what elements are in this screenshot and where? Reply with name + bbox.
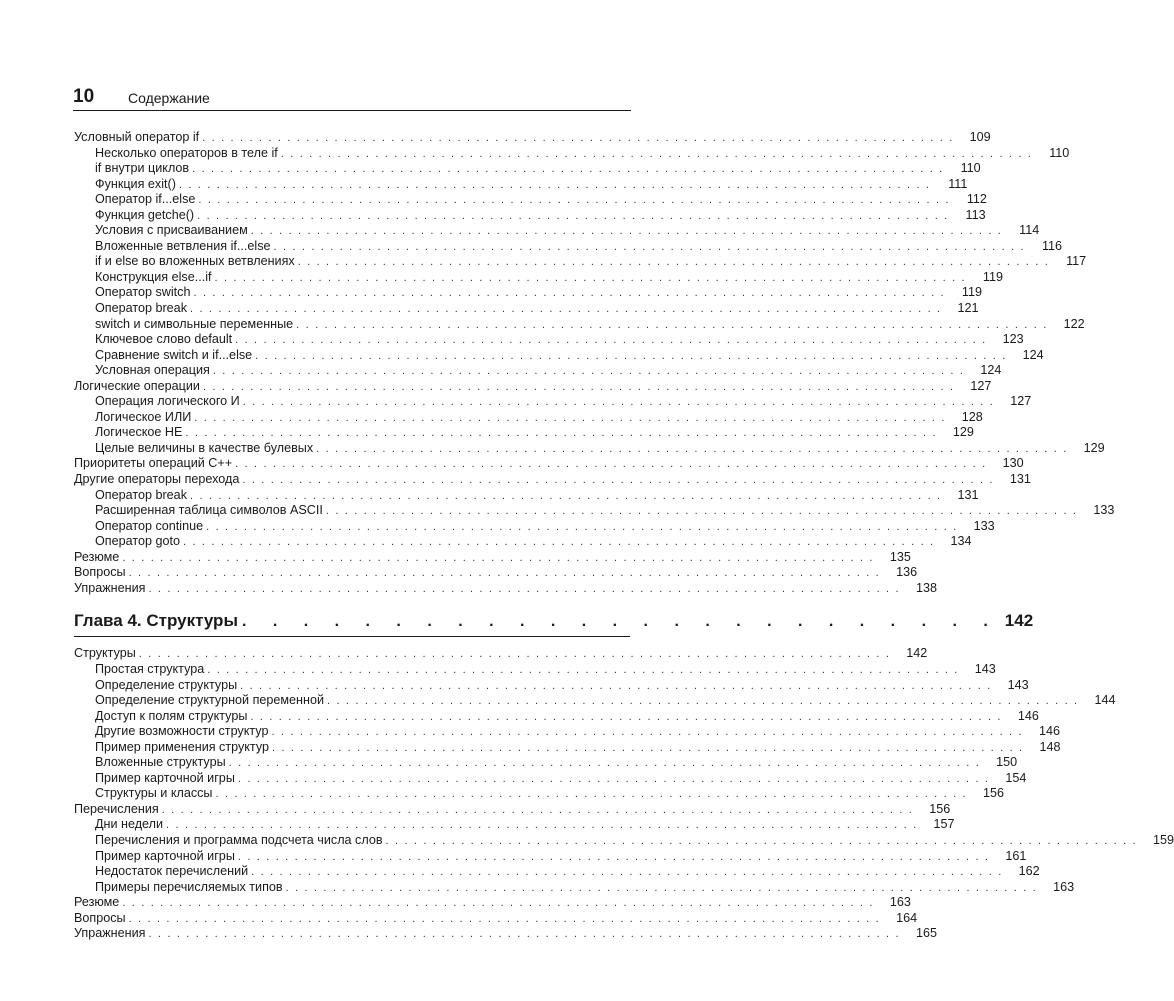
toc-entry[interactable]	[74, 646, 928, 662]
toc-entry-title: Другие операторы перехода	[74, 472, 240, 487]
toc-entry[interactable]	[74, 832, 1174, 849]
toc-entry-page: 161	[1005, 848, 1027, 863]
toc-entry-page: 131	[1009, 472, 1031, 487]
toc-entry-title: Вложенные ветвления if...else	[95, 238, 271, 253]
toc-entry-page: 143	[974, 661, 996, 676]
toc-entry-title: Доступ к полям структуры	[95, 708, 248, 723]
dot-leader: ................................................................................	[193, 287, 950, 300]
toc-entry-title: switch и символьные переменные	[95, 316, 294, 331]
toc-entry-page: 123	[1002, 332, 1024, 347]
toc-entry[interactable]	[74, 238, 1063, 255]
toc-entry-title: Расширенная таблица символов ASCII	[95, 503, 323, 518]
dot-leader: ................................................................................	[202, 132, 959, 144]
toc-entry-page: 156	[982, 786, 1004, 801]
toc-entry[interactable]	[74, 677, 1029, 694]
dot-leader: ................................................................................	[202, 380, 960, 393]
toc-entry-title: Пример применения структур	[95, 739, 269, 754]
dot-leader: ................................................................................	[240, 679, 997, 692]
toc-entry[interactable]	[74, 534, 972, 550]
dot-leader: ................................................................................	[272, 741, 1029, 754]
toc-entry-title: Определение структурной переменной	[95, 693, 325, 708]
toc-entry-title: Логическое ИЛИ	[95, 409, 192, 424]
toc-entry[interactable]	[74, 770, 1027, 787]
toc-entry-page: 119	[982, 269, 1003, 284]
toc-entry-title: Логические операции	[74, 378, 200, 393]
toc-entry[interactable]	[74, 425, 974, 441]
dot-leader: ................................................................................	[215, 788, 972, 801]
toc-entry[interactable]	[74, 487, 979, 504]
toc-entry-page: 109	[969, 130, 991, 144]
toc-entry-page: 156	[929, 801, 951, 816]
spacer	[74, 637, 630, 646]
toc-entry-page: 159	[1153, 832, 1174, 847]
toc-entry[interactable]	[74, 161, 981, 177]
toc-entry[interactable]	[74, 926, 937, 942]
toc-entry-title: Упражнения	[74, 580, 146, 595]
dot-leader: ................................................................................	[166, 819, 923, 832]
toc-entry-page: 116	[1041, 238, 1063, 253]
dot-leader: ................................................................................	[128, 912, 886, 925]
toc-entry-page: 121	[957, 301, 979, 316]
toc-entry[interactable]	[74, 693, 1116, 709]
dot-leader: ................................................................................	[285, 881, 1043, 894]
toc-entry-page: 114	[1019, 223, 1040, 238]
toc-entry-title: Конструкция else...if	[95, 269, 212, 284]
toc-entry-title: if внутри циклов	[95, 161, 190, 176]
dot-leader: . . . . . . . . . . . . . . . . . . . . . . . . .	[241, 613, 999, 631]
toc-entry[interactable]	[74, 580, 937, 597]
toc-entry-title: Примеры перечисляемых типов	[95, 879, 283, 894]
chapter-page-number: 142	[1004, 611, 1034, 631]
dot-leader: ................................................................................	[242, 396, 1000, 409]
toc-entry-title: Оператор goto	[95, 534, 180, 549]
dot-leader: ................................................................................	[316, 442, 1073, 455]
toc-entry-title: Структуры	[74, 646, 136, 661]
toc-entry[interactable]	[74, 817, 955, 833]
toc-entry-title: Вопросы	[74, 565, 126, 580]
toc-entry-title: Вложенные структуры	[95, 755, 226, 770]
dot-leader: ................................................................................	[296, 318, 1053, 331]
dot-leader: ................................................................................	[194, 411, 951, 424]
toc-entry-title: Структуры и классы	[95, 786, 213, 801]
toc-entry[interactable]	[74, 565, 918, 581]
toc-entry-title: Условная операция	[95, 363, 210, 378]
toc-entry-page: 154	[1005, 770, 1027, 785]
toc-section-chapter-4	[74, 646, 1174, 941]
toc-entry[interactable]	[74, 130, 991, 146]
toc-entry[interactable]	[74, 864, 1040, 880]
toc-entry[interactable]	[74, 269, 1003, 286]
toc-entry[interactable]	[74, 456, 1024, 472]
toc-entry-title: Оператор if...else	[95, 192, 196, 207]
toc-entry-title: Оператор break	[95, 301, 187, 316]
dot-leader: ................................................................................	[212, 365, 970, 378]
toc-entry-title: Вопросы	[74, 910, 126, 925]
toc-entry[interactable]	[74, 739, 1061, 756]
dot-leader: ................................................................................	[273, 240, 1031, 253]
dot-leader: ................................................................................	[297, 256, 1055, 269]
dot-leader: ................................................................................	[190, 489, 947, 502]
dot-leader: ................................................................................	[228, 757, 986, 770]
toc-entry-page: 148	[1039, 739, 1061, 754]
dot-leader: ................................................................................	[280, 147, 1038, 160]
toc-entry[interactable]	[74, 301, 979, 317]
dot-leader: ................................................................................	[138, 648, 896, 661]
toc-entry-page: 122	[1063, 316, 1085, 331]
toc-entry-page: 165	[915, 926, 937, 941]
dot-leader: ................................................................................	[206, 520, 963, 533]
dot-leader: ................................................................................	[237, 772, 995, 785]
toc-entry[interactable]	[74, 192, 987, 208]
toc-entry-title: Сравнение switch и if...else	[95, 347, 253, 362]
toc-entry-title: Функция getche()	[95, 207, 195, 222]
toc-entry[interactable]	[74, 394, 1032, 410]
toc-entry-page: 163	[1053, 879, 1075, 894]
toc-entry[interactable]	[74, 895, 911, 911]
toc-entry-title: Ключевое слово default	[95, 332, 233, 347]
toc-entry-title: Приоритеты операций С++	[74, 456, 233, 471]
toc-entry[interactable]	[74, 316, 1085, 333]
toc-entry-page: 119	[961, 285, 982, 300]
toc-entry-page: 146	[1038, 724, 1060, 739]
toc-entry-title: Перечисления и программа подсчета числа слов	[95, 832, 383, 847]
toc-entry-title: Условный оператор if	[74, 130, 200, 144]
dot-leader: ................................................................................	[161, 803, 919, 816]
dot-leader: ................................................................................	[148, 928, 905, 941]
dot-leader: ................................................................................	[183, 536, 940, 549]
toc-entry-title: Резюме	[74, 895, 120, 910]
toc-entry-title: Пример карточной игры	[95, 848, 235, 863]
dot-leader: ................................................................................	[255, 349, 1012, 362]
toc-entry[interactable]	[74, 378, 992, 395]
toc-entry[interactable]	[74, 708, 1039, 725]
toc-entry-page: 143	[1007, 677, 1029, 692]
toc-entry-title: Определение структуры	[95, 677, 238, 692]
dot-leader: ................................................................................	[122, 897, 879, 910]
toc-entry-title: Функция exit()	[95, 176, 176, 191]
toc-entry[interactable]	[74, 661, 996, 678]
dot-leader: ................................................................................	[214, 271, 971, 284]
dot-leader: ................................................................................	[250, 710, 1007, 723]
toc-entry[interactable]	[74, 176, 968, 193]
dot-leader: ................................................................................	[237, 850, 995, 863]
toc-entry-page: 128	[961, 409, 983, 424]
chapter-title: Глава 4. Структуры	[74, 611, 238, 631]
running-title: Содержание	[128, 90, 210, 106]
toc-entry-title: Резюме	[74, 549, 120, 564]
toc-entry-title: Несколько операторов в теле if	[95, 145, 278, 160]
toc-entry[interactable]	[74, 518, 995, 535]
toc-entry-page: 157	[933, 817, 955, 832]
toc-entry[interactable]	[74, 755, 1018, 771]
toc-entry-page: 150	[996, 755, 1018, 770]
toc-entry-title: Оператор continue	[95, 518, 204, 533]
toc-entry[interactable]	[74, 347, 1044, 364]
toc-entry-page: 164	[896, 910, 918, 925]
dot-leader: ................................................................................	[250, 225, 1008, 238]
toc-entry-title: if и else во вложенных ветвлениях	[95, 254, 295, 269]
dot-leader: ................................................................................	[148, 582, 905, 595]
toc-entry-page: 162	[1018, 864, 1040, 879]
toc-entry-title: Упражнения	[74, 926, 146, 941]
dot-leader: ................................................................................	[325, 505, 1083, 518]
toc-entry-page: 112	[966, 192, 987, 207]
table-of-contents	[74, 130, 1174, 942]
dot-leader: ................................................................................	[128, 567, 886, 580]
toc-entry-page: 146	[1017, 708, 1039, 723]
dot-leader: ................................................................................	[327, 695, 1084, 708]
toc-entry-page: 133	[973, 518, 995, 533]
toc-entry-page: 134	[950, 534, 972, 549]
dot-leader: ................................................................................	[271, 726, 1028, 739]
toc-entry[interactable]	[74, 910, 918, 927]
toc-entry-page: 113	[965, 207, 986, 222]
toc-entry-page: 163	[889, 895, 911, 910]
toc-entry[interactable]	[74, 440, 1105, 457]
dot-leader: ................................................................................	[122, 551, 879, 564]
toc-entry[interactable]	[74, 786, 1004, 802]
dot-leader: ................................................................................	[207, 663, 964, 676]
toc-entry[interactable]	[74, 549, 911, 566]
dot-leader: ................................................................................	[198, 194, 955, 207]
toc-entry-page: 111	[948, 176, 968, 191]
toc-entry-title: Другие возможности структур	[95, 724, 269, 739]
toc-entry-page: 142	[906, 646, 928, 661]
dot-leader: ................................................................................	[185, 427, 942, 440]
toc-entry-title: Пример карточной игры	[95, 770, 235, 785]
toc-entry-page: 117	[1066, 254, 1087, 269]
toc-entry-title: Дни недели	[95, 817, 164, 832]
dot-leader: ................................................................................	[242, 474, 999, 487]
toc-entry[interactable]	[74, 503, 1115, 519]
toc-entry-page: 124	[1022, 347, 1044, 362]
toc-entry-title: Простая структура	[95, 661, 205, 676]
dot-leader: ................................................................................	[192, 163, 949, 176]
toc-entry-page: 110	[1049, 145, 1070, 160]
toc-entry-title: Целые величины в качестве булевых	[95, 440, 314, 455]
page-number: 10	[73, 86, 95, 107]
toc-entry[interactable]	[74, 223, 1040, 239]
toc-entry-title: Логическое НЕ	[95, 425, 183, 440]
toc-entry-page: 133	[1093, 503, 1115, 518]
toc-entry[interactable]	[74, 332, 1024, 348]
toc-entry-page: 136	[896, 565, 918, 580]
dot-leader: ................................................................................	[197, 209, 954, 222]
chapter-heading[interactable]	[74, 610, 1034, 632]
toc-entry[interactable]	[74, 285, 982, 301]
page-header	[73, 86, 631, 111]
toc-entry-page: 138	[915, 580, 937, 595]
toc-entry[interactable]	[74, 472, 1031, 488]
spacer	[74, 596, 630, 610]
toc-entry[interactable]	[74, 409, 983, 426]
dot-leader: ................................................................................	[235, 458, 992, 471]
toc-entry[interactable]	[74, 254, 1087, 270]
toc-entry[interactable]	[74, 363, 1002, 379]
toc-entry-page: 129	[952, 425, 974, 440]
toc-entry-page: 130	[1002, 456, 1024, 471]
dot-leader: ................................................................................	[190, 303, 947, 316]
dot-leader: ................................................................................	[385, 834, 1143, 847]
toc-entry-title: Недостаток перечислений	[95, 864, 249, 879]
toc-entry-title: Операция логического И	[95, 394, 240, 409]
toc-entry[interactable]	[74, 879, 1075, 896]
toc-section-chapter-3-tail	[74, 130, 1115, 596]
toc-entry-page: 127	[1010, 394, 1032, 409]
toc-entry-page: 135	[889, 549, 911, 564]
toc-entry[interactable]	[74, 848, 1027, 865]
toc-entry-title: Условия с присваиванием	[95, 223, 248, 238]
dot-leader: ................................................................................	[178, 178, 936, 191]
toc-entry-page: 144	[1094, 693, 1116, 708]
toc-entry-title: Оператор switch	[95, 285, 191, 300]
dot-leader: ................................................................................	[251, 866, 1008, 879]
toc-entry-page: 127	[970, 378, 992, 393]
toc-entry-page: 131	[957, 487, 979, 502]
toc-entry[interactable]	[74, 801, 951, 818]
toc-entry[interactable]	[74, 207, 986, 224]
toc-entry-title: Перечисления	[74, 801, 159, 816]
toc-entry-page: 124	[980, 363, 1002, 378]
toc-entry-title: Оператор break	[95, 487, 187, 502]
toc-entry-page: 129	[1083, 440, 1105, 455]
toc-entry[interactable]	[74, 724, 1060, 740]
toc-entry-page: 110	[960, 161, 981, 176]
dot-leader: ................................................................................	[235, 334, 992, 347]
toc-entry[interactable]	[74, 145, 1070, 162]
